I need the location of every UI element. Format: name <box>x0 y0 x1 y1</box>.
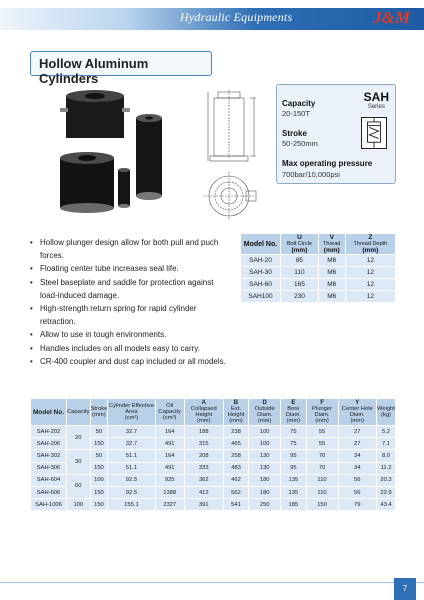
table-cell: 32.7 <box>108 438 155 450</box>
capacity-label: Capacity <box>282 99 316 108</box>
table-cell: 250 <box>249 499 281 511</box>
table-cell: 238 <box>223 426 248 438</box>
table-cell: 491 <box>155 438 184 450</box>
table-header: D Outside Diam. (mm) <box>249 399 281 426</box>
table-cell: 164 <box>155 450 184 462</box>
table-header: Z Thread Depth (mm) <box>345 234 395 255</box>
table-cell: 462 <box>223 474 248 486</box>
thread-spec-table <box>240 233 396 303</box>
feature-item: • CR-400 coupler and dust cap included or all models. <box>30 356 226 366</box>
table-row: SAH100 230 M6 12 <box>241 291 396 303</box>
model-cell: SAH-1006 <box>31 499 67 511</box>
table-cell: 155.1 <box>108 499 155 511</box>
capacity-value: 20-150T <box>282 109 310 118</box>
table-cell: 541 <box>223 499 248 511</box>
capacity-cell: 60 <box>67 474 91 498</box>
table-cell: 100 <box>249 438 281 450</box>
table-cell: 150 <box>306 499 338 511</box>
capacity-cell: 20 <box>67 426 91 450</box>
page-title: Hollow Aluminum Cylinders <box>39 56 149 86</box>
feature-item: • Steel baseplate and saddle for protection against load-induced damage. <box>30 277 214 300</box>
table-cell: 925 <box>155 474 184 486</box>
model-cell: SAH-202 <box>31 426 67 438</box>
table-cell: 95 <box>281 462 306 474</box>
table-cell: 188 <box>184 426 223 438</box>
table-row: SAH-30 110 M6 12 <box>241 267 396 279</box>
table-cell: 22.9 <box>376 486 395 498</box>
table-cell: 465 <box>223 438 248 450</box>
table-row <box>31 474 396 486</box>
table-cell: 130 <box>249 450 281 462</box>
series-code: SAH <box>363 90 389 104</box>
table-cell: 56 <box>338 486 376 498</box>
table-cell: 92.5 <box>108 474 155 486</box>
page-number: 7 <box>394 578 416 600</box>
model-cell: SAH-206 <box>31 438 67 450</box>
hydraulic-symbol-icon <box>361 117 387 149</box>
brand-logo: J&M <box>373 8 410 27</box>
table-cell: 100 <box>249 426 281 438</box>
series-badge <box>364 90 389 110</box>
table-cell: 70 <box>306 462 338 474</box>
feature-item: • Allow to use in tough environments. <box>30 330 167 340</box>
page-header <box>0 0 424 44</box>
table-row: SAH-20 85 M6 12 <box>241 255 396 267</box>
table-cell: 150 <box>90 499 108 511</box>
table-cell: 51.1 <box>108 450 155 462</box>
table-cell: 11.2 <box>376 462 395 474</box>
table-cell: 180 <box>249 486 281 498</box>
product-photo <box>30 88 170 218</box>
table-cell: 75 <box>281 438 306 450</box>
series-label: Series <box>367 104 385 110</box>
features-list <box>30 236 233 368</box>
table-header: Model No. <box>31 399 67 426</box>
table-cell: 100 <box>90 474 108 486</box>
table-cell: 483 <box>223 462 248 474</box>
table-header: A Collapsed Height (mm) <box>184 399 223 426</box>
table-cell: 92.5 <box>108 486 155 498</box>
model-cell: SAH-606 <box>31 486 67 498</box>
table-cell: 362 <box>184 474 223 486</box>
table-cell: 258 <box>223 450 248 462</box>
table-cell: 2327 <box>155 499 184 511</box>
table-cell: 1388 <box>155 486 184 498</box>
table-cell: 315 <box>184 438 223 450</box>
main-table-body <box>31 426 396 511</box>
table-cell: 79 <box>338 499 376 511</box>
technical-drawing <box>184 88 274 228</box>
table-cell: 55 <box>306 438 338 450</box>
table-cell: 180 <box>249 474 281 486</box>
table-cell: 130 <box>249 462 281 474</box>
table-cell: 34 <box>338 462 376 474</box>
table-cell: 491 <box>155 462 184 474</box>
feature-item: • High-strength return spring for rapid cylinder retraction. <box>30 304 197 327</box>
table-cell: 185 <box>281 499 306 511</box>
pressure-value: 700bar/10,000psi <box>282 170 340 179</box>
header-title: Hydraulic Equipments <box>180 10 293 24</box>
model-cell: SAH-604 <box>31 474 67 486</box>
table-cell: 135 <box>281 486 306 498</box>
table-cell: 32.7 <box>108 426 155 438</box>
model-cell: SAH-306 <box>31 462 67 474</box>
table-cell: 51.1 <box>108 462 155 474</box>
table-cell: 95 <box>281 450 306 462</box>
table-row <box>31 426 396 438</box>
table-cell: 110 <box>306 486 338 498</box>
table-cell: 7.1 <box>376 438 395 450</box>
table-row <box>31 450 396 462</box>
table-header: Cylinder Effective Area (cm²) <box>108 399 155 426</box>
table-header: E Bore Diam. (mm) <box>281 399 306 426</box>
table-cell: 150 <box>90 462 108 474</box>
table-header: Stroke (mm) <box>90 399 108 426</box>
table-cell: 27 <box>338 438 376 450</box>
table-header: Weight (kg) <box>376 399 395 426</box>
table-cell: 391 <box>184 499 223 511</box>
table-cell: 150 <box>90 438 108 450</box>
table-cell: 34 <box>338 450 376 462</box>
table-cell: 208 <box>184 450 223 462</box>
stroke-value: 50-250mm <box>282 139 318 148</box>
table-header: U Bolt Circle (mm) <box>281 234 319 255</box>
footer-line <box>0 582 424 583</box>
table-cell: 562 <box>223 486 248 498</box>
feature-item: • Handles includes on all models easy to carry. <box>30 343 200 353</box>
table-cell: 70 <box>306 450 338 462</box>
capacity-cell: 30 <box>67 450 91 474</box>
table-cell: 43.4 <box>376 499 395 511</box>
table-cell: 135 <box>281 474 306 486</box>
table-cell: 27 <box>338 426 376 438</box>
table-cell: 20.3 <box>376 474 395 486</box>
pressure-label: Max operating pressure <box>282 159 373 168</box>
feature-item: • Floating center tube increases seal life. <box>30 264 179 274</box>
table-header: Oil Capacity (cm³) <box>155 399 184 426</box>
table-header: B Ext. Height (mm) <box>223 399 248 426</box>
feature-item: • Hollow plunger design allow for both pull and puch forces. <box>30 238 219 261</box>
page-title-box <box>30 51 212 86</box>
table-row: SAH-60 165 M6 12 <box>241 279 396 291</box>
table-cell: 412 <box>184 486 223 498</box>
table-cell: 55 <box>306 426 338 438</box>
table-cell: 333 <box>184 462 223 474</box>
table-cell: 8.0 <box>376 450 395 462</box>
capacity-cell: 100 <box>67 499 91 511</box>
table-cell: 50 <box>90 450 108 462</box>
table-cell: 110 <box>306 474 338 486</box>
spec-box <box>276 84 396 184</box>
table-header: Y Center Hole Diam. (mm) <box>338 399 376 426</box>
table-cell: 75 <box>281 426 306 438</box>
model-cell: SAH-302 <box>31 450 67 462</box>
table-header: Model No. <box>241 234 281 255</box>
stroke-label: Stroke <box>282 129 307 138</box>
table-header: Capacity <box>67 399 91 426</box>
main-spec-table <box>30 398 396 511</box>
table-cell: 5.2 <box>376 426 395 438</box>
table-row <box>31 499 396 511</box>
table-header: F Plunger Diam. (mm) <box>306 399 338 426</box>
table-cell: 150 <box>90 486 108 498</box>
table-cell: 164 <box>155 426 184 438</box>
table-cell: 50 <box>90 426 108 438</box>
table-cell: 56 <box>338 474 376 486</box>
table-header: V Thread (mm) <box>318 234 345 255</box>
